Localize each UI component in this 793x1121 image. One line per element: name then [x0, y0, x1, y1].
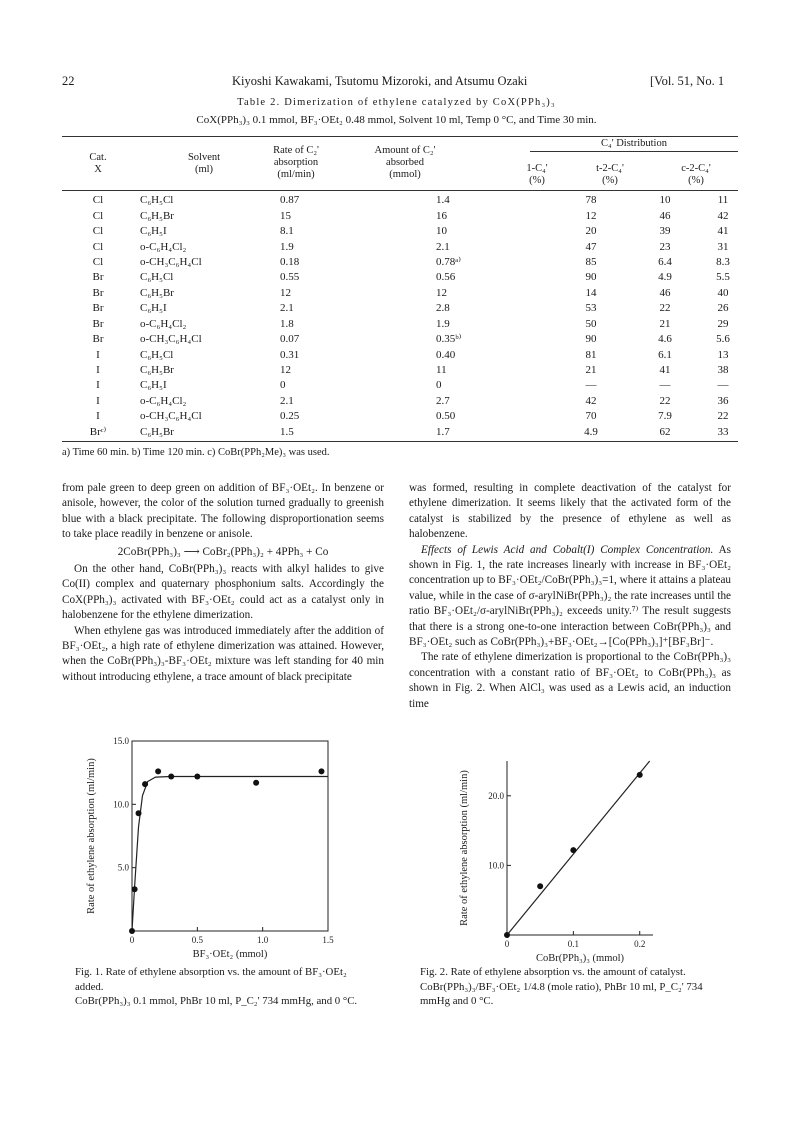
table-cell: 2.7: [436, 394, 450, 407]
table-footnote: a) Time 60 min. b) Time 120 min. c) CoBr(PPh₂Me)₃ was used.: [62, 447, 330, 458]
table-cell: 0.56: [436, 271, 456, 284]
table-cell: 2.1: [280, 302, 294, 315]
table-cell: 0.25: [280, 410, 300, 423]
table-cell: —: [585, 379, 597, 392]
table-cell: 33: [717, 425, 729, 438]
x-tick-label: 0.2: [634, 939, 646, 949]
table-cell: o-C₆H₄Cl₂: [140, 394, 187, 407]
table-top-rule: [62, 136, 738, 137]
table-cell: 21: [585, 364, 597, 377]
table-cell: 0: [436, 379, 442, 392]
table-row: [62, 409, 738, 424]
figure-1-caption-conditions: CoBr(PPh₃)₃ 0.1 mmol, PhBr 10 ml, P_C₂' 734 mmHg, and 0 °C.: [75, 995, 358, 1007]
table-cell: 38: [717, 364, 729, 377]
table-cell: 1.8: [280, 317, 294, 330]
table-row: [62, 208, 738, 223]
table-cell: 0: [280, 379, 286, 392]
table-cell: 12: [280, 364, 291, 377]
table-cell: 22: [659, 394, 671, 407]
table-cell: 42: [585, 394, 597, 407]
table-cell: 15: [280, 209, 291, 222]
table-cell: 0.87: [280, 194, 300, 207]
table-row: [62, 270, 738, 285]
table-cell: I: [96, 364, 100, 377]
table-cell: C₆H₅Cl: [140, 271, 174, 284]
table-cell: C₆H₅Cl: [140, 348, 174, 361]
table-cell: I: [96, 394, 100, 407]
y-tick-label: 20.0: [488, 790, 504, 801]
table-cell: 21: [659, 317, 671, 330]
table-cell: 0.07: [280, 333, 300, 346]
table-bottom-rule: [62, 441, 738, 442]
table-cell: 81: [585, 348, 597, 361]
table-cell: Cl: [92, 240, 104, 253]
plot-frame: [132, 741, 328, 931]
figure-2-caption-title: Fig. 2. Rate of ethylene absorption vs. the amount of catalyst.: [420, 966, 686, 978]
table-cell: 2.1: [280, 394, 294, 407]
table-cell: Br: [92, 302, 104, 315]
table-row: [62, 363, 738, 378]
fitted-curve: [132, 777, 328, 932]
table-cell: 39: [659, 225, 671, 238]
data-point: [194, 773, 200, 779]
table-row: [62, 193, 738, 208]
data-point: [155, 768, 161, 774]
y-tick-label: 10.0: [113, 799, 129, 810]
table-cell: 40: [717, 286, 729, 299]
table-cell: 12: [280, 286, 291, 299]
x-axis-label: BF₃·OEt₂ (mmol): [192, 949, 268, 960]
table-cell: Cl: [92, 209, 104, 222]
running-authors: Kiyoshi Kawakami, Tsutomu Mizoroki, and Atsumu Ozaki: [232, 74, 528, 88]
table-cell: 78: [585, 194, 597, 207]
data-point: [318, 768, 324, 774]
data-point: [168, 773, 174, 779]
table-cell: 16: [436, 209, 447, 222]
figure-2-caption-conditions: CoBr(PPh₃)₃/BF₃·OEt₂ 1/4.8 (mole ratio), PhBr 10 ml, P_C₂' 734 mmHg and 0 °C.: [420, 980, 703, 1007]
table-cell: 1.5: [280, 425, 294, 438]
table-row: [62, 425, 738, 440]
data-point: [132, 886, 138, 892]
table-cell: 4.9: [584, 425, 598, 438]
table-cell: 0.31: [280, 348, 300, 361]
table-cell: Brᶜ⁾: [89, 425, 107, 438]
table-cell: 36: [717, 394, 729, 407]
table-cell: 11: [436, 364, 447, 377]
table-cell: Br: [92, 317, 104, 330]
y-tick-label: 5.0: [117, 862, 129, 873]
table-cell: 0.18: [280, 255, 300, 268]
table-cell: 0.55: [280, 271, 300, 284]
y-axis-label: Rate of ethylene absorption (ml/min): [86, 758, 97, 914]
fit-line: [507, 761, 650, 935]
table-cell: 26: [717, 302, 729, 315]
table-cell: 12: [585, 209, 597, 222]
table-cell: 20: [585, 225, 597, 238]
table-cell: 90: [585, 333, 597, 346]
table-cell: 41: [717, 225, 729, 238]
paragraph: The rate of ethylene dimerization is proportional to the CoBr(PPh₃)₃ concentration with a constant ratio of BF₃·OEt₂ to CoBr(PPh₃)₃ as shown in Fig. 2. When AlCl₃ was used as a Lewis acid, an induction time: [409, 651, 731, 710]
x-tick-label: 1.0: [257, 935, 269, 945]
table-cell: 46: [659, 209, 671, 222]
data-point: [504, 932, 510, 938]
table-title: Table 2. Dimerization of ethylene catalyzed by CoX(PPh₃)₃: [237, 97, 556, 108]
paragraph: On the other hand, CoBr(PPh₃)₃ reacts with alkyl halides to give Co(II) complex and quaternary phosphonium salts. Accordingly the CoX(PPh₃)₃ activated with BF₃·OEt₂ could act as a catalyst only in halobenzene for the ethylene dimerization.: [62, 563, 384, 622]
paragraph: was formed, resulting in complete deactivation of the catalyst for ethylene dimerization. It seems likely that the activated form of the catalyst is stabilized by the presence of ethylene as well as halobenzene.: [409, 482, 731, 541]
table-row: [62, 286, 738, 301]
table-cell: C₆H₅I: [140, 379, 167, 392]
table-cell: I: [96, 379, 100, 392]
table-cell: o-CH₃C₆H₄Cl: [140, 255, 202, 268]
header-cis-2-butene: c-2-C₄' (%): [681, 163, 711, 186]
header-rate: Rate of C₂' absorption (ml/min): [273, 145, 319, 180]
table-cell: o-C₆H₄Cl₂: [140, 240, 187, 253]
table-cell: Cl: [92, 194, 104, 207]
figure-2-chart: [445, 755, 665, 963]
table-cell: 6.1: [658, 348, 672, 361]
table-header-rule: [62, 190, 738, 191]
table-cell: 41: [659, 364, 671, 377]
table-cell: C₆H₅Br: [140, 425, 174, 438]
figure-1-chart: [80, 735, 340, 963]
table-cell: 4.9: [658, 271, 672, 284]
x-tick-label: 1.5: [322, 935, 334, 945]
table-cell: o-CH₃C₆H₄Cl: [140, 410, 202, 423]
data-point: [570, 847, 576, 853]
table-cell: 85: [585, 255, 597, 268]
table-cell: —: [659, 379, 671, 392]
x-tick-label: 0: [129, 935, 135, 945]
table-cell: 2.8: [436, 302, 450, 315]
table-cell: 1.4: [436, 194, 450, 207]
table-cell: I: [96, 410, 100, 423]
y-tick-label: 10.0: [488, 860, 504, 871]
table-cell: 47: [585, 240, 597, 253]
table-cell: Br: [92, 333, 104, 346]
y-tick-label: 15.0: [113, 736, 129, 746]
table-row: [62, 378, 738, 393]
table-cell: o-CH₃C₆H₄Cl: [140, 333, 202, 346]
x-tick-label: 0.5: [191, 935, 203, 945]
table-cell: 23: [659, 240, 671, 253]
table-subtitle: CoX(PPh₃)₃ 0.1 mmol, BF₃·OEt₂ 0.48 mmol, Solvent 10 ml, Temp 0 °C, and Time 30 min.: [196, 114, 597, 126]
y-axis-label: Rate of ethylene absorption (ml/min): [459, 770, 470, 926]
table-cell: 1.7: [436, 425, 450, 438]
table-cell: 50: [585, 317, 597, 330]
table-cell: —: [717, 379, 729, 392]
table-cell: 8.1: [280, 225, 294, 238]
right-column: [409, 481, 731, 712]
table-cell: 0.35ᵇ⁾: [436, 333, 462, 346]
left-column: [62, 481, 384, 685]
table-cell: C₆H₅Cl: [140, 194, 174, 207]
table-cell: 46: [659, 286, 671, 299]
table-cell: 0.78ᵃ⁾: [436, 255, 461, 268]
header-amount: Amount of C₂' absorbed (mmol): [374, 145, 436, 180]
table-cell: 62: [659, 425, 671, 438]
table-cell: 4.6: [658, 333, 672, 346]
table-cell: Cl: [92, 225, 104, 238]
figure-1-caption: [75, 965, 375, 1009]
distribution-rule: [530, 151, 738, 152]
table-cell: 2.1: [436, 240, 450, 253]
table-cell: 13: [717, 348, 729, 361]
table-cell: 42: [717, 209, 729, 222]
table-cell: Br: [92, 286, 104, 299]
equation: 2CoBr(PPh₃)₃ ⟶ CoBr₂(PPh₃)₂ + 4PPh₃ + Co: [117, 545, 329, 558]
data-point: [537, 883, 543, 889]
x-axis-label: CoBr(PPh₃)₃ (mmol): [535, 953, 625, 963]
x-tick-label: 0: [504, 939, 510, 949]
table-row: [62, 332, 738, 347]
table-cell: Cl: [92, 255, 104, 268]
table-row: [62, 255, 738, 270]
table-cell: 10: [659, 194, 671, 207]
paragraph: When ethylene gas was introduced immediately after the addition of BF₃·OEt₂, a high rate of ethylene dimerization was attained. However, when the CoBr(PPh₃)₃-BF₃·OEt₂ mixture was left standing for 40 min without introducing ethylene, a trace amount of black precipitate: [62, 624, 384, 683]
table-cell: I: [96, 348, 100, 361]
table-cell: 5.6: [716, 333, 730, 346]
header-solvent: Solvent (ml): [187, 152, 221, 175]
table-cell: 8.3: [716, 255, 730, 268]
journal-volume: [Vol. 51, No. 1: [650, 74, 725, 88]
table-cell: 22: [659, 302, 671, 315]
page-number: 22: [62, 74, 75, 88]
table-cell: 0.40: [436, 348, 456, 361]
table-cell: 1.9: [436, 317, 450, 330]
figure-2-caption: [420, 965, 730, 1009]
data-point: [637, 772, 643, 778]
table-cell: 11: [717, 194, 729, 207]
data-point: [253, 780, 259, 786]
table-cell: 31: [717, 240, 729, 253]
table-cell: Br: [92, 271, 104, 284]
table-row: [62, 224, 738, 239]
table-row: [62, 394, 738, 409]
table-cell: C₆H₅I: [140, 302, 167, 315]
table-cell: C₆H₅Br: [140, 364, 174, 377]
table-cell: 1.9: [280, 240, 294, 253]
table-cell: C₆H₅I: [140, 225, 167, 238]
table-cell: 6.4: [658, 255, 672, 268]
table-cell: C₆H₅Br: [140, 209, 174, 222]
header-1-butene: 1-C₄' (%): [526, 163, 548, 186]
data-point: [136, 810, 142, 816]
table-cell: 90: [585, 271, 597, 284]
table-row: [62, 317, 738, 332]
data-table: [62, 193, 738, 440]
header-trans-2-butene: t-2-C₄' (%): [596, 163, 624, 186]
table-cell: 22: [717, 410, 729, 423]
header-cat: Cat. X: [89, 152, 107, 175]
section-heading: Effects of Lewis Acid and Cobalt(I) Complex Concentration.: [421, 543, 714, 556]
header-distribution: C₄' Distribution: [601, 138, 667, 149]
table-cell: 5.5: [716, 271, 730, 284]
table-cell: 10: [436, 225, 447, 238]
table-cell: 7.9: [658, 410, 672, 423]
table-cell: 29: [717, 317, 729, 330]
table-cell: 0.50: [436, 410, 456, 423]
x-tick-label: 0.1: [567, 939, 579, 949]
table-row: [62, 301, 738, 316]
table-cell: 70: [585, 410, 597, 423]
table-cell: 14: [585, 286, 597, 299]
table-cell: 12: [436, 286, 447, 299]
data-point: [129, 928, 135, 934]
figure-1-caption-title: Fig. 1. Rate of ethylene absorption vs. the amount of BF₃·OEt₂ added.: [75, 966, 347, 993]
paragraph: Effects of Lewis Acid and Cobalt(I) Complex Concentration. As shown in Fig. 1, the rate increases linearly with increase in BF₃·OEt₂ concentration up to BF₃·OEt₂/CoBr(PPh₃)₃=1, where it attains a plateau value, while in the case of σ-arylNiBr(PPh₃)₂ the rate increases until the ratio BF₃·OEt₂/σ-arylNiBr(PPh₃)₂ exceeds unity.⁷⁾ The result suggests that there is a strong one-to-one interaction between CoBr(PPh₃)₃ and BF₃·OEt₂ such as CoBr(PPh₃)₃+BF₃·OEt₂→[Co(PPh₃)₃]⁺[BF₃Br]⁻.: [409, 543, 732, 649]
table-cell: 53: [585, 302, 597, 315]
table-row: [62, 347, 738, 362]
table-row: [62, 239, 738, 254]
paragraph: from pale green to deep green on addition of BF₃·OEt₂. In benzene or anisole, however, the color of the solution turned gradually to greenish blue with a black precipitate. The following disproportionation seems to take place readily in benzene or anisole.: [62, 482, 384, 541]
table-cell: o-C₆H₄Cl₂: [140, 317, 187, 330]
table-cell: C₆H₅Br: [140, 286, 174, 299]
data-point: [142, 781, 148, 787]
